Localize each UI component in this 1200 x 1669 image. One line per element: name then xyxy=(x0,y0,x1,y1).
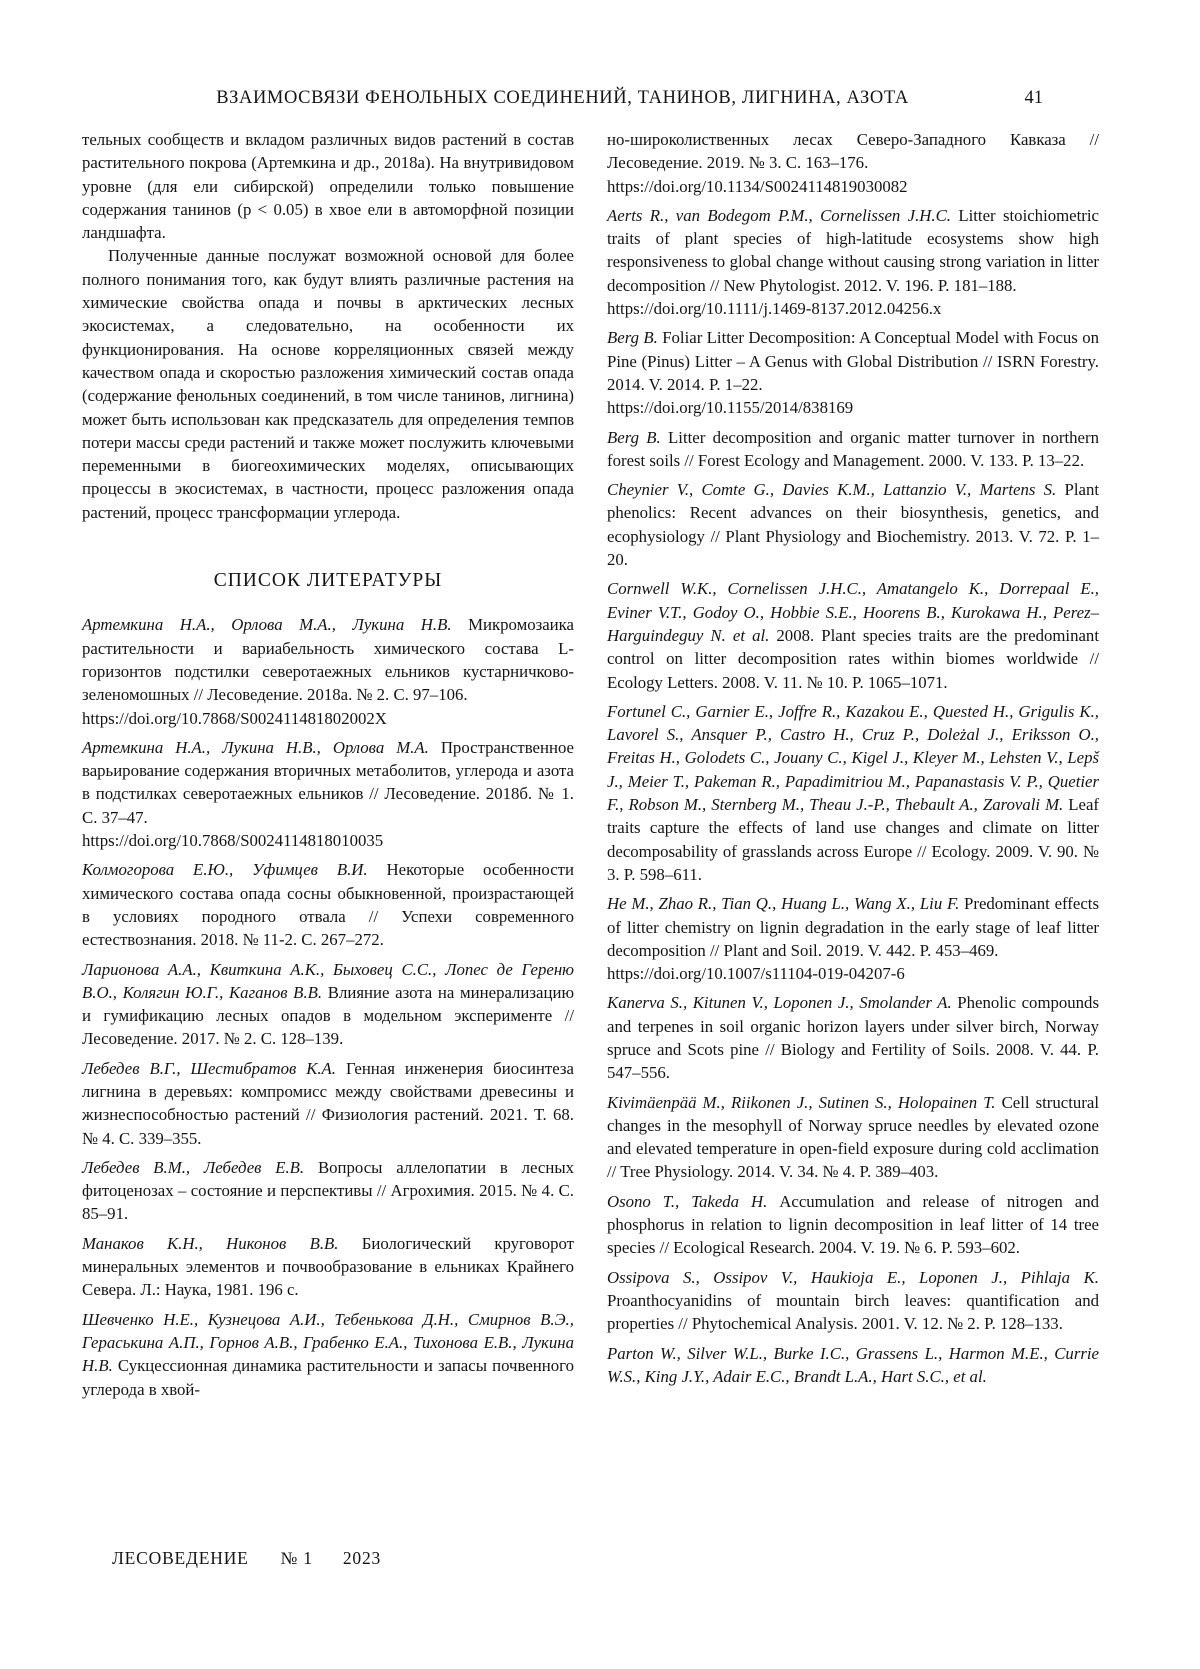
reference-item xyxy=(82,958,574,1051)
reference-body: Predominant effects of litter chemistry on lignin degradation in the early stage of leaf litter decomposition // Plant and Soil. 2019. V. 442. P. 453–469. xyxy=(607,894,1099,960)
reference-item xyxy=(82,1232,574,1302)
reference-authors: Aerts R., van Bodegom P.M., Cornelissen J.H.C. xyxy=(607,205,959,225)
reference-item xyxy=(607,1266,1099,1336)
reference-authors: Kanerva S., Kitunen V., Loponen J., Smolander A. xyxy=(607,993,958,1013)
reference-text xyxy=(607,478,1099,571)
reference-authors: Cheynier V., Comte G., Davies K.M., Lattanzio V., Martens S. xyxy=(607,480,1065,500)
reference-body: Сукцессионная динамика растительности и запасы почвенного углерода в хвой- xyxy=(82,1356,574,1399)
reference-authors: Шевченко Н.Е., Кузнецова А.И., Тебенькова Д.Н., Смирнов В.Э., Гераськина А.П., Горнов А.В., Грабенко Е.А., Тихонова Е.В., Лукина Н.В. xyxy=(82,1309,574,1376)
running-header xyxy=(82,88,1043,109)
reference-text xyxy=(607,1342,1099,1389)
reference-text xyxy=(82,736,574,829)
reference-authors: Ларионова А.А., Квиткина А.К., Быховец С.С., Лопес де Гереню В.О., Колягин Ю.Г., Каганов В.В. xyxy=(82,959,574,1002)
reference-authors: He M., Zhao R., Tian Q., Huang L., Wang X., Liu F. xyxy=(607,894,965,914)
reference-authors: Колмогорова Е.Ю., Уфимцев В.И. xyxy=(82,860,387,880)
reference-item xyxy=(82,1156,574,1226)
footer-issue: № 1 xyxy=(280,1548,313,1568)
reference-item xyxy=(82,1308,574,1401)
reference-text xyxy=(82,613,574,706)
left-column xyxy=(82,128,574,1401)
reference-text xyxy=(607,1190,1099,1260)
reference-text xyxy=(607,991,1099,1084)
reference-authors: Лебедев В.М., Лебедев Е.В. xyxy=(82,1157,318,1177)
reference-body: Микромозаика растительности и вариабельность химического состава L-горизонтов подстилки северотаежных ельников кустарничково-зеленомошных // Лесоведение. 2018а. № 2. С. 97–106. xyxy=(82,615,574,705)
reference-authors: Артемкина Н.А., Лукина Н.В., Орлова М.А. xyxy=(82,737,441,757)
reference-doi: https://doi.org/10.1111/j.1469-8137.2012.04256.x xyxy=(607,299,942,319)
reference-text xyxy=(607,1091,1099,1184)
body-paragraph: тельных сообществ и вкладом различных видов растений в состав растительного покрова (Артемкина и др., 2018а). На внутривидовом уровне (для ели сибирской) определили только повышение содержания танинов (p < 0.05) в хвое ели в автоморфной позиции ландшафта. xyxy=(82,130,574,243)
reference-item xyxy=(82,736,574,852)
reference-body: Phenolic compounds and terpenes in soil organic horizon layers under silver birch, Norway spruce and Scots pine // Biology and Fertility of Soils. 2008. V. 44. P. 547–556. xyxy=(607,993,1099,1083)
reference-body: Пространственное варьирование содержания вторичных метаболитов, углерода и азота в подстилках северотаежных ельников // Лесоведение. 2018б. № 1. С. 37–47. xyxy=(82,737,574,827)
reference-item xyxy=(607,426,1099,473)
reference-body: Генная инженерия биосинтеза лигнина в деревьях: компромисс между свойствами древесины и жизнеспособностью растений // Физиология растений. 2021. Т. 68. № 4. С. 339–355. xyxy=(82,1058,574,1148)
reference-body: Влияние азота на минерализацию и гумификацию лесных опадов в модельном эксперименте // Лесоведение. 2017. № 2. С. 128–139. xyxy=(82,982,574,1049)
footer-year: 2023 xyxy=(342,1548,382,1568)
reference-body: Proanthocyanidins of mountain birch leaves: quantification and properties // Phytochemical Analysis. 2001. V. 12. № 2. P. 128–133. xyxy=(607,1290,1099,1334)
reference-body: но-широколиственных лесах Северо-Западного Кавказа // Лесоведение. 2019. № 3. С. 163–176. xyxy=(607,130,1099,173)
reference-authors: Лебедев В.Г., Шестибратов К.А. xyxy=(82,1058,346,1078)
right-column xyxy=(607,128,1099,1388)
reference-body: Некоторые особенности химического состава опада сосны обыкновенной, произрастающей в условиях породного отвала // Успехи современного естествознания. 2018. № 11-2. С. 267–272. xyxy=(82,860,574,950)
reference-authors: Fortunel C., Garnier E., Joffre R., Kazakou E., Quested H., Grigulis K., Lavorel S., Ansquer P., Castro H., Cruz P., Doleżal J., Eriksson O., Freitas H., Golodets C., Jouany C., Kigel J., Kleyer M., Lehsten V., Lepš J., Meier T., Pakeman R., Papadimitriou M., Papanastasis V. P., Quetier F., Robson M., Sternberg M., Theau J.-P., Thebault A., Zarovali M. xyxy=(607,701,1099,815)
reference-body: Accumulation and release of nitrogen and phosphorus in relation to lignin decomposition in leaf litter of 14 tree species // Ecological Research. 2004. V. 19. № 6. P. 593–602. xyxy=(607,1191,1099,1258)
reference-doi: https://doi.org/10.7868/S0024114818010035 xyxy=(82,831,384,851)
reference-text xyxy=(607,892,1099,962)
references-heading: СПИСОК ЛИТЕРАТУРЫ xyxy=(213,570,443,592)
reference-doi: https://doi.org/10.1134/S0024114819030082 xyxy=(607,176,908,196)
reference-body: Вопросы аллелопатии в лесных фитоценозах – состояние и перспективы // Агрохимия. 2015. № 4. С. 85–91. xyxy=(82,1157,574,1224)
reference-item xyxy=(607,1342,1099,1389)
reference-item xyxy=(82,858,574,951)
reference-authors: Kivimäenpää M., Riikonen J., Sutinen S., Holopainen T. xyxy=(607,1092,1002,1112)
reference-body: 2008. Plant species traits are the predominant control on litter decomposition rates within biomes worldwide // Ecology Letters. 2008. V. 11. № 10. P. 1065–1071. xyxy=(607,625,1099,692)
reference-item xyxy=(607,478,1099,571)
footer xyxy=(112,1548,381,1569)
reference-text xyxy=(607,426,1099,473)
reference-text xyxy=(82,1232,574,1302)
reference-text xyxy=(82,958,574,1051)
reference-item xyxy=(607,892,1099,985)
reference-authors: Артемкина Н.А., Орлова М.А., Лукина Н.В. xyxy=(82,615,469,635)
reference-authors: Манаков К.Н., Никонов В.В. xyxy=(82,1233,362,1253)
reference-item xyxy=(607,1091,1099,1184)
reference-text xyxy=(82,858,574,951)
reference-item xyxy=(607,1190,1099,1260)
reference-list-right xyxy=(607,128,1099,1388)
reference-text xyxy=(607,1266,1099,1336)
reference-authors: Osono T., Takeda H. xyxy=(607,1191,780,1211)
reference-item xyxy=(607,326,1099,419)
reference-text xyxy=(607,326,1099,396)
reference-body: Litter stoichiometric traits of plant species of high-latitude ecosystems show high responsiveness to global change without causing strong variation in litter decomposition // New Phytologist. 2012. V. 196. P. 181–188. xyxy=(607,205,1099,295)
running-title: ВЗАИМОСВЯЗИ ФЕНОЛЬНЫХ СОЕДИНЕНИЙ, ТАНИНОВ, ЛИГНИНА, АЗОТА xyxy=(216,88,909,108)
reference-item xyxy=(607,204,1099,320)
reference-text xyxy=(607,700,1099,886)
body-paragraph: Полученные данные послужат возможной основой для более полного понимания того, как будут влиять различные растения на химические свойства опада и почвы в арктических лесных экосистемах, а следовательно, на особенности их функционирования. На основе корреляционных связей между качеством опада и скоростью разложения химический состав опада (содержание фенольных соединений, в том числе танинов, лигнина) может быть использован как предсказатель для определения темпов потери массы среди растений и также может послужить ключевыми переменными в биогеохимических моделях, описывающих процессы в экосистемах, в частности, процесс разложения опада растений, процесс трансформации углерода. xyxy=(82,246,574,522)
reference-body: Plant phenolics: Recent advances on their biosynthesis, genetics, and ecophysiology // Plant Physiology and Biochemistry. 2013. V. 72. P. 1–20. xyxy=(607,480,1099,570)
reference-authors: Ossipova S., Ossipov V., Haukioja E., Loponen J., Pihlaja K. xyxy=(607,1267,1099,1287)
reference-item xyxy=(82,613,574,729)
reference-list-left xyxy=(82,613,574,1401)
reference-item xyxy=(607,128,1099,198)
footer-journal-name: ЛЕСОВЕДЕНИЕ xyxy=(112,1548,249,1568)
reference-item xyxy=(82,1057,574,1150)
reference-doi: https://doi.org/10.1155/2014/838169 xyxy=(607,398,854,418)
reference-body: Leaf traits capture the effects of land use changes and climate on litter decomposability of grasslands across Europe // Ecology. 2009. V. 90. № 3. P. 598–611. xyxy=(607,795,1099,884)
reference-text xyxy=(82,1308,574,1401)
reference-doi: https://doi.org/10.7868/S002411481802002X xyxy=(82,708,387,728)
reference-text xyxy=(82,1057,574,1150)
reference-authors: Cornwell W.K., Cornelissen J.H.C., Amatangelo K., Dorrepaal E., Eviner V.T., Godoy O., Hobbie S.E., Hoorens B., Kurokawa H., Perez–Harguindeguy N. et al. xyxy=(607,579,1099,645)
reference-item xyxy=(607,577,1099,693)
reference-item xyxy=(607,991,1099,1084)
reference-text xyxy=(82,1156,574,1226)
reference-authors: Parton W., Silver W.L., Burke I.C., Grassens L., Harmon M.E., Currie W.S., King J.Y., Adair E.C., Brandt L.A., Hart S.C., et al. xyxy=(607,1343,1099,1386)
reference-body: Foliar Litter Decomposition: A Conceptual Model with Focus on Pine (Pinus) Litter – A Genus with Global Distribution // ISRN Forestry. 2014. V. 2014. P. 1–22. xyxy=(607,328,1099,394)
reference-body: Cell structural changes in the mesophyll of Norway spruce needles by elevated ozone and elevated temperature in open-field exposure during cold acclimation // Tree Physiology. 2014. V. 34. № 4. P. 389–403. xyxy=(607,1092,1099,1182)
reference-authors: Berg B. xyxy=(607,427,669,447)
reference-text xyxy=(607,128,1099,175)
reference-item xyxy=(607,700,1099,886)
reference-doi: https://doi.org/10.1007/s11104-019-04207-6 xyxy=(607,964,905,984)
reference-body: Биологический круговорот минеральных элементов и почвообразование в ельниках Крайнего Севера. Л.: Наука, 1981. 196 с. xyxy=(82,1233,575,1300)
reference-authors: Berg B. xyxy=(607,328,663,348)
reference-text xyxy=(607,204,1099,297)
reference-body: Litter decomposition and organic matter turnover in northern forest soils // Forest Ecology and Management. 2000. V. 133. P. 13–22. xyxy=(607,427,1099,470)
reference-text xyxy=(607,577,1099,693)
page-number: 41 xyxy=(1024,88,1043,108)
